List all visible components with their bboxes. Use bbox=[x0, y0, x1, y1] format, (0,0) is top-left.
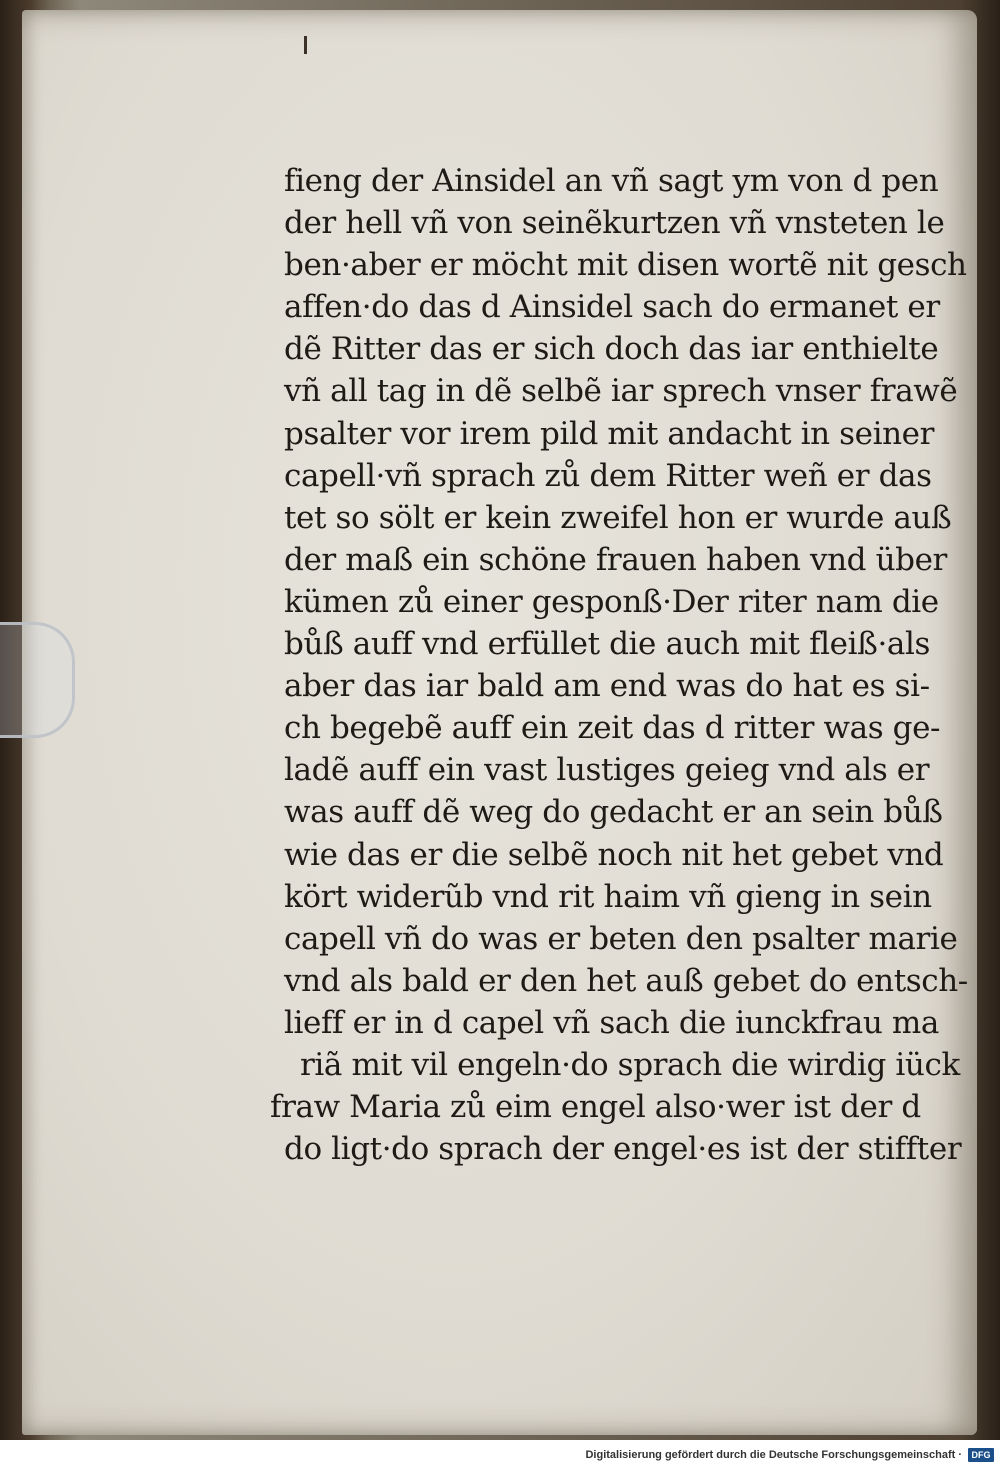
page-clip bbox=[0, 622, 75, 738]
dfg-logo-icon: DFG bbox=[968, 1448, 994, 1462]
text-line: lieff er in d capel vñ sach die iunckfrau ma bbox=[284, 1004, 939, 1041]
text-line: bůß auff vnd erfüllet die auch mit fleiß·als bbox=[284, 626, 931, 663]
footer-bar bbox=[0, 1440, 1000, 1469]
text-line: der hell vñ von seinẽkurtzen vñ vnsteten le bbox=[284, 205, 945, 242]
text-line: ben·aber er möcht mit disen wortẽ nit gesch bbox=[284, 247, 967, 284]
text-line: kümen zů einer gesponß·Der riter nam die bbox=[284, 583, 939, 620]
text-line: aber das iar bald am end was do hat es si- bbox=[284, 668, 930, 705]
text-line: do ligt·do sprach der engel·es ist der stiffter bbox=[284, 1131, 962, 1168]
text-line: capell·vñ sprach zů dem Ritter weñ er das bbox=[284, 457, 932, 494]
text-line: ch begebẽ auff ein zeit das d ritter was ge- bbox=[284, 710, 941, 747]
text-line: fraw Maria zů eim engel also·wer ist der d bbox=[270, 1089, 921, 1126]
text-line: capell vñ do was er beten den psalter marie bbox=[284, 920, 958, 957]
text-line: kört widerũb vnd rit haim vñ gieng in sein bbox=[284, 878, 932, 915]
text-line: vñ all tag in dẽ selbẽ iar sprech vnser frawẽ bbox=[284, 373, 958, 410]
text-line: vnd als bald er den het auß gebet do entsch- bbox=[284, 962, 968, 999]
text-line: ladẽ auff ein vast lustiges geieg vnd als er bbox=[284, 752, 930, 789]
text-line: riã mit vil engeln·do sprach die wirdig iück bbox=[300, 1046, 960, 1083]
page-mark bbox=[304, 36, 307, 54]
text-line: dẽ Ritter das er sich doch das iar enthielte bbox=[284, 331, 939, 368]
text-line: was auff dẽ weg do gedacht er an sein bůß bbox=[284, 794, 943, 831]
text-line: fieng der Ainsidel an vñ sagt ym von d pen bbox=[284, 163, 939, 199]
funding-credit: Digitalisierung gefördert durch die Deutsche Forschungsgemeinschaft · bbox=[585, 1448, 962, 1461]
text-block bbox=[270, 160, 968, 1170]
text-line: tet so sölt er kein zweifel hon er wurde auß bbox=[284, 499, 952, 536]
text-line: der maß ein schöne frauen haben vnd über bbox=[284, 541, 947, 578]
text-line: wie das er die selbẽ noch nit het gebet vnd bbox=[284, 836, 944, 873]
text-line: psalter vor irem pild mit andacht in seiner bbox=[284, 415, 935, 452]
text-line: affen·do das d Ainsidel sach do ermanet er bbox=[284, 289, 940, 326]
